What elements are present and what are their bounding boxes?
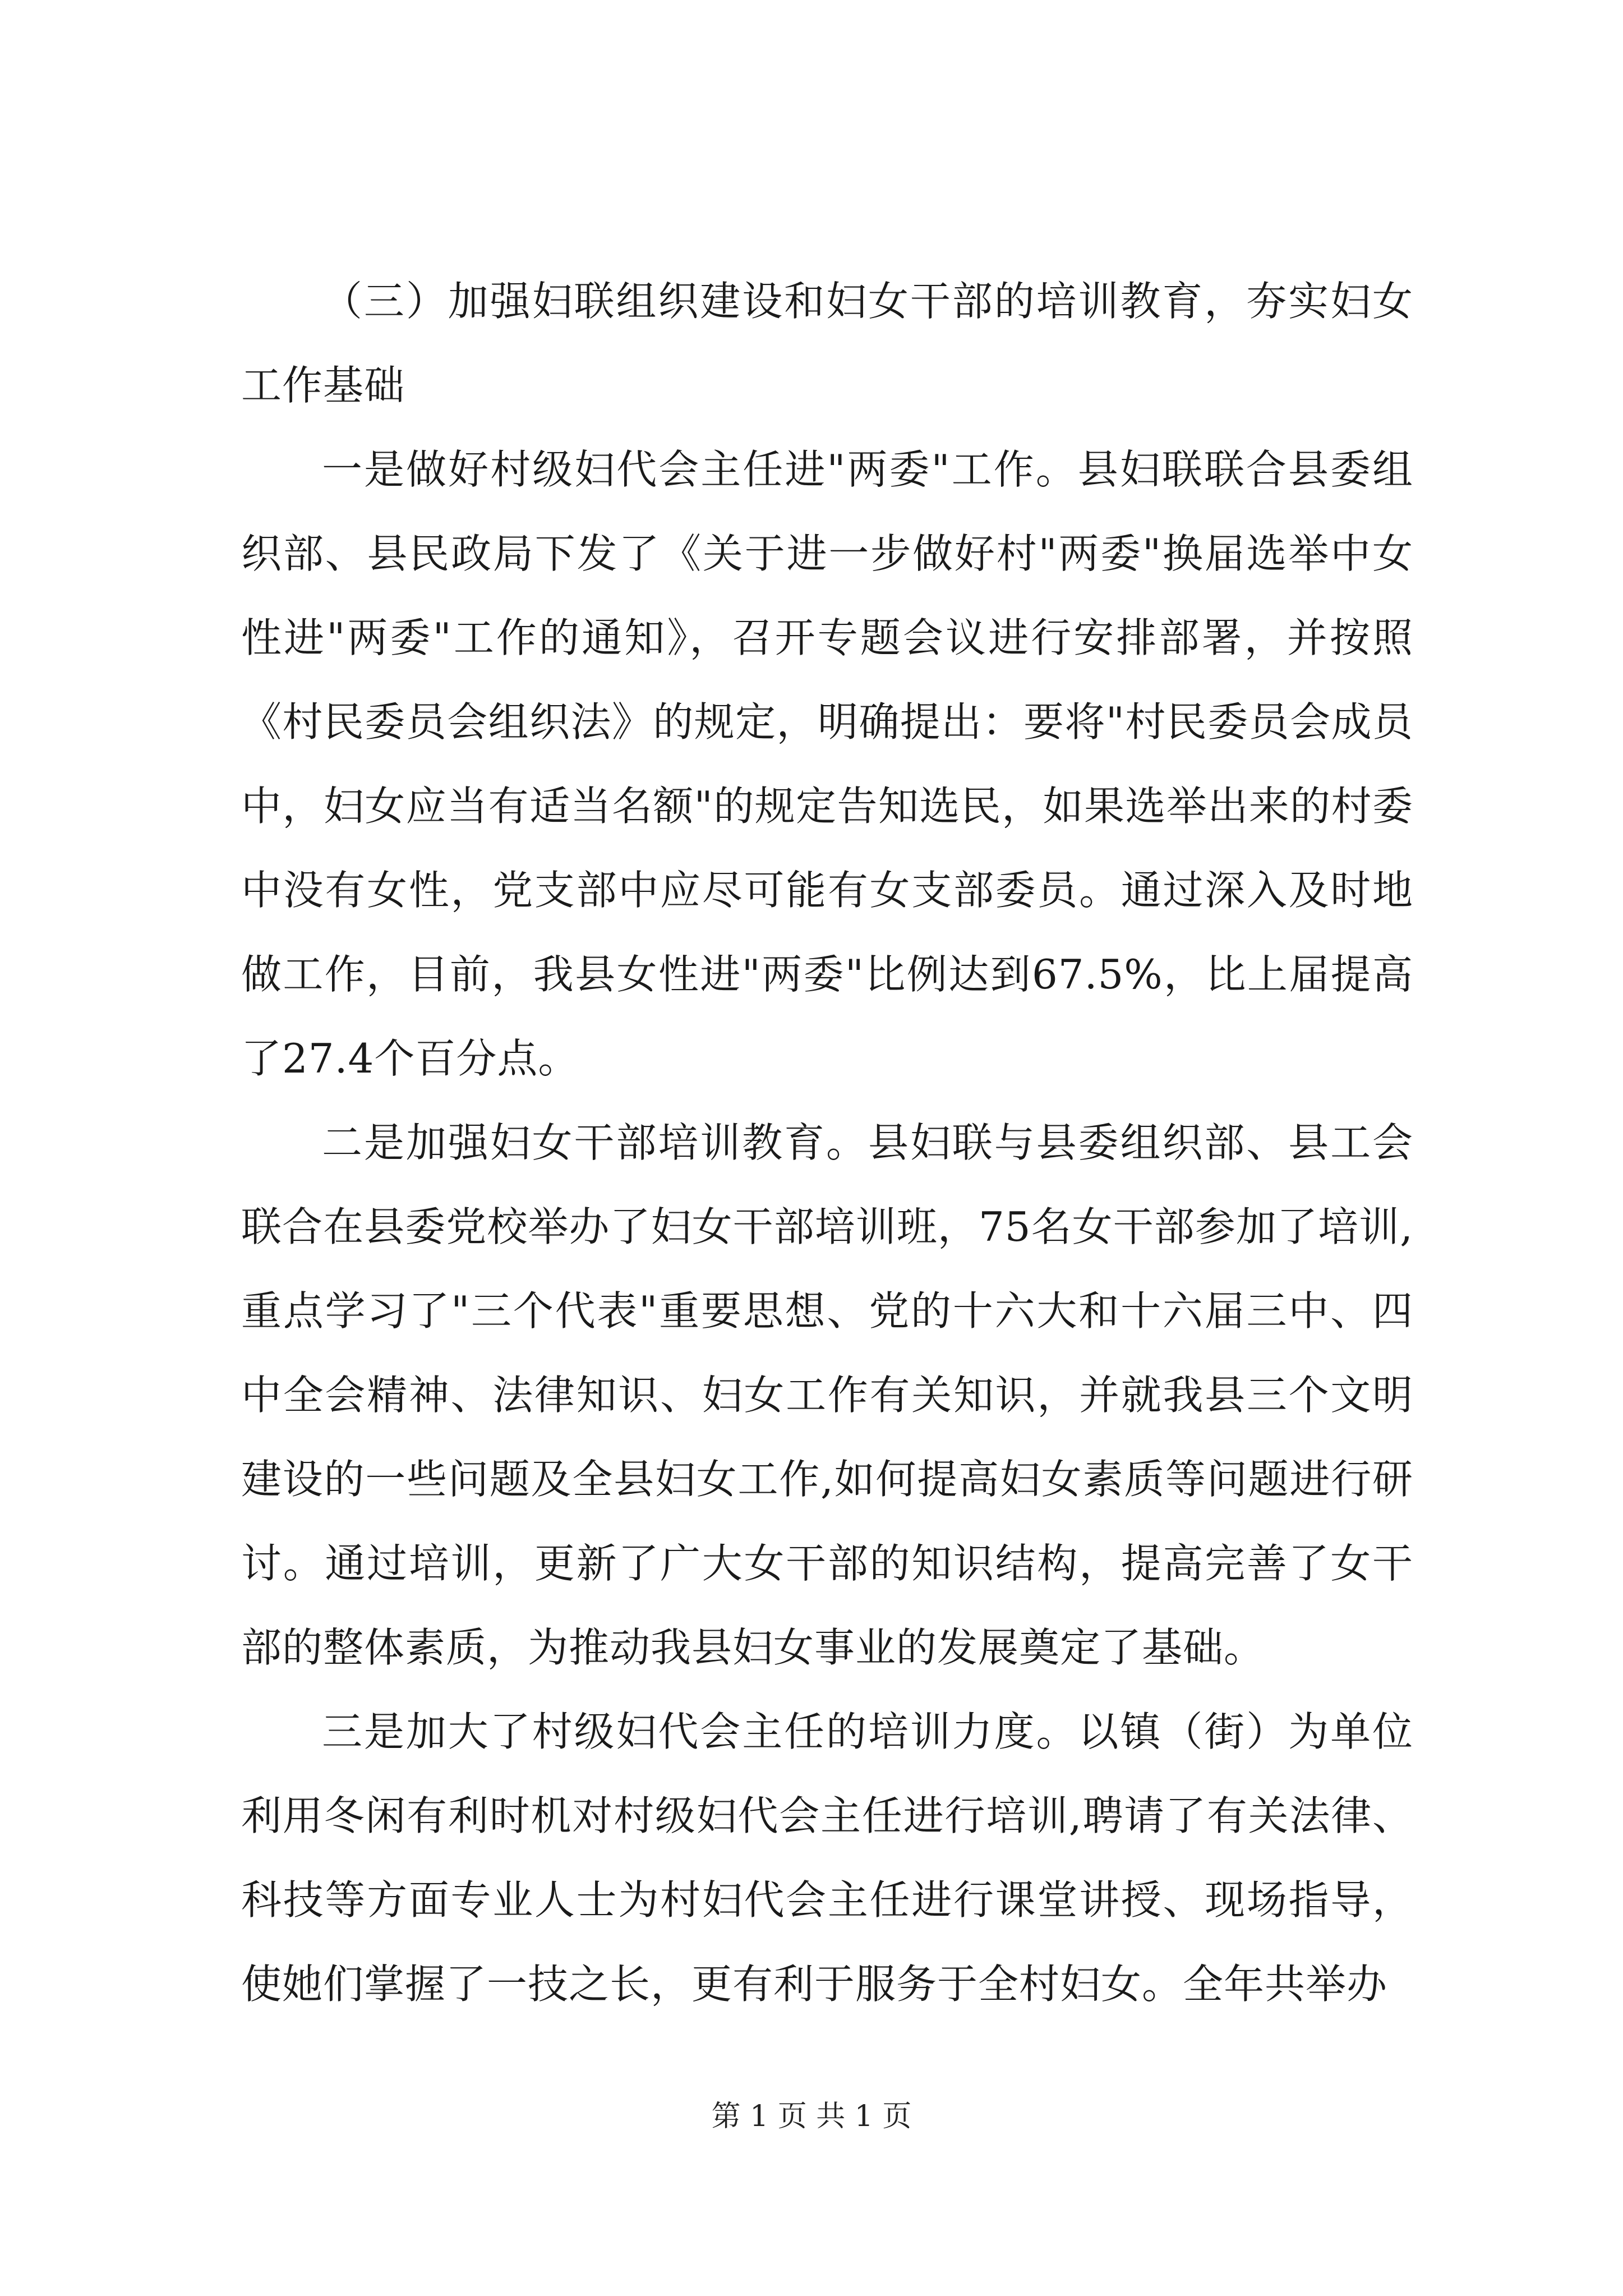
document-body xyxy=(241,259,1413,2026)
paragraph-1: 一是做好村级妇代会主任进"两委"工作。县妇联联合县委组织部、县民政局下发了《关于进一步做好村"两委"换届选举中女性进"两委"工作的通知》，召开专题会议进行安排部署，并按照《村民委员会组织法》的规定，明确提出：要将"村民委员会成员中，妇女应当有适当名额"的规定告知选民，如果选举出来的村委中没有女性，党支部中应尽可能有女支部委员。通过深入及时地做工作，目前，我县女性进"两委"比例达到67.5%，比上届提高了27.4个百分点。 xyxy=(241,446,1413,1082)
section-heading: （三）加强妇联组织建设和妇女干部的培训教育，夯实妇女工作基础 xyxy=(241,278,1413,409)
paragraph-3: 三是加大了村级妇代会主任的培训力度。以镇（街）为单位利用冬闲有利时机对村级妇代会主任进行培训,聘请了有关法律、科技等方面专业人士为村妇代会主任进行课堂讲授、现场指导，使她们掌握了一技之长，更有利于服务于全村妇女。全年共举办 xyxy=(241,1708,1413,2008)
paragraph-2: 二是加强妇女干部培训教育。县妇联与县委组织部、县工会联合在县委党校举办了妇女干部培训班，75名女干部参加了培训,重点学习了"三个代表"重要思想、党的十六大和十六届三中、四中全会精神、法律知识、妇女工作有关知识，并就我县三个文明建设的一些问题及全县妇女工作,如何提高妇女素质等问题进行研讨。通过培训，更新了广大女干部的知识结构，提高完善了女干部的整体素质，为推动我县妇女事业的发展奠定了基础。 xyxy=(241,1119,1413,1671)
page-footer: 第 1 页 共 1 页 xyxy=(711,2100,912,2133)
